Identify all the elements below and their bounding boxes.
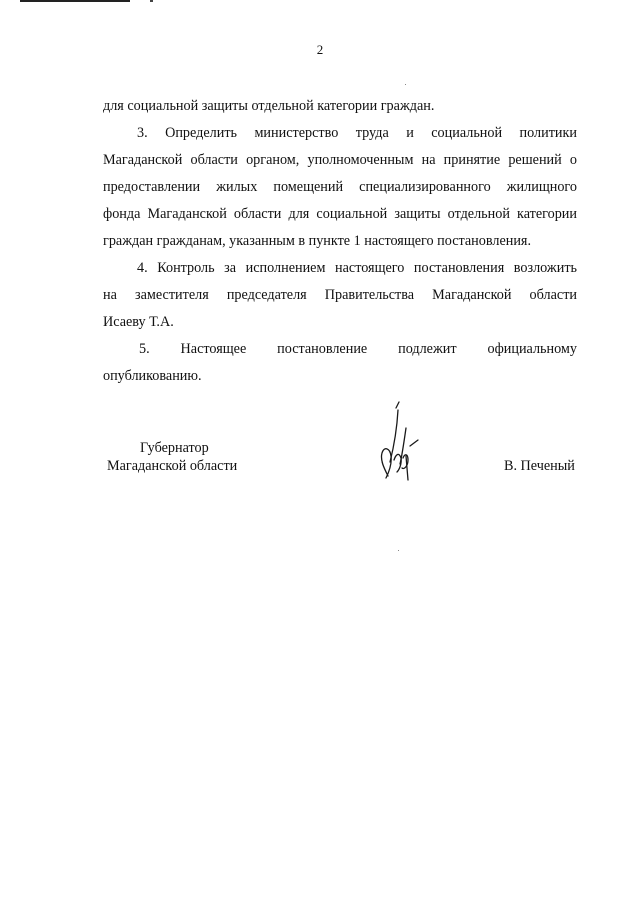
paragraph-line: фонда Магаданской области для социальной защиты отдельной категории: [103, 206, 577, 222]
paragraph-line: предоставлении жилых помещений специализированного жилищного: [103, 179, 577, 195]
paragraph-line: 3. Определить министерство труда и социальной политики: [137, 125, 577, 141]
paragraph-line: 5. Настоящее постановление подлежит официальному: [139, 341, 577, 357]
handwritten-signature: [370, 398, 430, 488]
signatory-name: В. Печеный: [504, 458, 575, 474]
page-number: 2: [316, 42, 324, 57]
paragraph-line: Магаданской области органом, уполномоченным на принятие решений о: [103, 152, 577, 168]
signatory-position-title: Губернатор: [140, 440, 209, 456]
paragraph-line: 4. Контроль за исполнением настоящего постановления возложить: [137, 260, 577, 276]
paragraph-line: Исаеву Т.А.: [103, 314, 174, 330]
scan-speck: [405, 84, 406, 85]
scan-speck: [398, 550, 399, 551]
paragraph-line: граждан гражданам, указанным в пункте 1 настоящего постановления.: [103, 233, 532, 249]
top-edge-rule: [20, 0, 130, 2]
paragraph-line: на заместителя председателя Правительства Магаданской области: [103, 287, 577, 303]
paragraph-line: опубликованию.: [103, 368, 202, 384]
paragraph-line: для социальной защиты отдельной категории граждан.: [103, 98, 435, 114]
signatory-position-region: Магаданской области: [107, 458, 238, 474]
top-edge-mark: [150, 0, 153, 2]
